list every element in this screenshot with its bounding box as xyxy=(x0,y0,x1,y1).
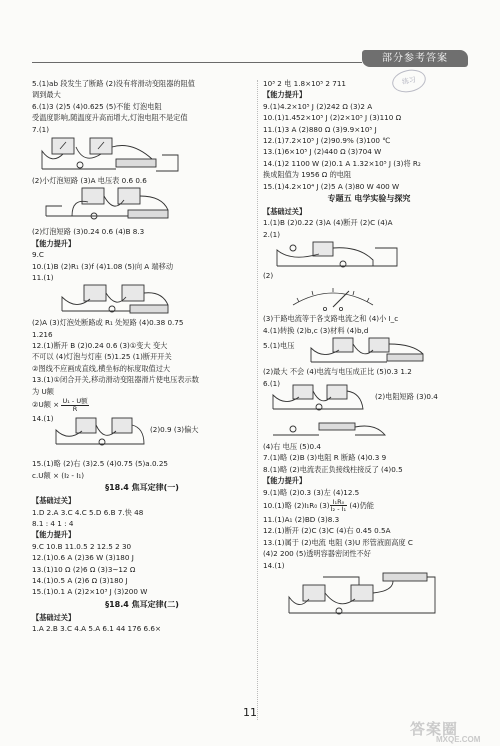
answer-line: 8.1 : 4 1 : 4 xyxy=(32,518,74,528)
answer-line: 4.(1)转换 (2)b,c (3)材料 (4)b,d xyxy=(263,325,369,335)
answer-line: 12.(1)7.2×10⁵ J (2)90.9% (3)100 ℃ xyxy=(263,135,391,145)
answer-line: 12.(1)断开 B (2)0.24 0.6 (3)①变大 变大 xyxy=(32,341,168,351)
answer-line: 14.(1) xyxy=(32,414,54,424)
answer-line: 13.(1)10 Ω (2)6 Ω (3)3~12 Ω xyxy=(32,564,136,574)
answer-line: 15.(1)0.1 A (2)2×10³ J (3)200 W xyxy=(32,587,148,597)
answer-line: 2.(1) xyxy=(263,229,281,239)
circuit-diagram xyxy=(32,424,252,458)
section-heading: §18.4 焦耳定律(一) xyxy=(105,483,179,493)
section-tag: 【基础过关】 xyxy=(32,612,76,622)
answer-line: 5.(1)电压 xyxy=(263,341,295,351)
formula-prefix: 10.(1)略 (2)I₁R₀ (3) xyxy=(263,500,330,510)
answer-line: 11.(1)A₁ (2)BD (3)8.3 xyxy=(263,514,340,524)
answer-line: (3)干路电流等于各支路电流之和 (4)小 I_c xyxy=(263,314,399,324)
answer-line: 为 U额 xyxy=(32,386,54,396)
answer-line: 15.(1)略 (2)右 (3)2.5 (4)0.75 (5)a.0.25 xyxy=(32,459,168,469)
section-heading: §18.4 焦耳定律(二) xyxy=(105,599,179,609)
answer-line: 7.(1) xyxy=(32,124,50,134)
answer-line: 10.(1)B (2)R₁ (3)f (4)1.08 (5)向 A 端移动 xyxy=(32,261,174,271)
circuit-diagram xyxy=(32,283,252,317)
watermark-title: 答案圈 xyxy=(410,721,459,738)
answer-line xyxy=(263,498,475,514)
answer-line: 13.(1)6×10⁵ J (2)440 Ω (3)704 W xyxy=(263,147,382,157)
answer-line: 1.D 2.A 3.C 4.C 5.D 6.B 7.快 48 xyxy=(32,507,144,517)
answer-line: 12.(1)断开 (2)C (3)C (4)右 0.45 0.5A xyxy=(263,526,391,536)
answer-line: 15.(1)4.2×10⁴ J (2)5 A (3)80 W 400 W xyxy=(263,181,400,191)
answer-line: 受温度影响,随温度升高而增大,灯泡电阻不是定值 xyxy=(32,113,188,123)
answer-line: 5.(1)ab 段发生了断路 (2)没有将滑动变阻器的阻值 xyxy=(32,79,195,88)
answer-line: (2)最大 不会 (4)电流与电压成正比 (5)0.3 1.2 xyxy=(263,367,412,377)
fraction-numerator: U₁ - U额 xyxy=(62,397,88,406)
answer-line: 9.(1)4.2×10⁵ J (2)242 Ω (3)2 A xyxy=(263,101,373,111)
answer-line: 13.(1)属于 (2)电流 电阻 (3)U 形管液面高度 C xyxy=(263,537,413,547)
answer-line xyxy=(32,397,252,413)
ammeter-dial xyxy=(263,281,475,313)
answer-line: 10³ 2 电 1.8×10⁵ 2 711 xyxy=(263,79,346,88)
answer-line: 11.(1) xyxy=(32,272,54,282)
watermark-url: MXQE.COM xyxy=(436,735,481,744)
answer-line: (2)电阻短路 (3)0.4 xyxy=(375,392,438,402)
answer-line: 不可以 (4)灯泡与灯座 (5)1.25 (1)断开开关 xyxy=(32,352,172,362)
answer-line: 9.C 10.B 11.0.5 2 12.5 2 30 xyxy=(32,541,132,551)
answer-line: 1.A 2.B 3.C 4.A 5.A 6.1 44 176 6.6× xyxy=(32,624,162,634)
fraction-denominator: I₂ - I₁ xyxy=(330,505,347,514)
section-tag: 【能力提升】 xyxy=(263,90,307,100)
header-rule xyxy=(32,62,362,63)
answer-line: (2)A (3)灯泡处断路或 R₁ 处短路 (4)0.38 0.75 xyxy=(32,318,184,328)
fraction xyxy=(61,398,88,412)
answer-line: (4)右 电压 (5)0.4 xyxy=(263,442,321,452)
answer-line: (4)2 200 (5)透明容器密闭性不好 xyxy=(263,549,371,559)
answer-line: 换成阻值为 1956 Ω 的电阻 xyxy=(263,170,352,180)
circuit-diagram xyxy=(32,135,252,175)
answer-line: 调到最大 xyxy=(32,90,61,100)
answer-line: (2)小灯泡短路 (3)A 电压表 0.6 0.6 xyxy=(32,175,147,185)
fraction-numerator: I₁R₀ xyxy=(330,499,348,507)
section-tag: 【基础过关】 xyxy=(32,496,76,506)
circuit-diagram xyxy=(263,240,475,270)
answer-line: 12.(1)0.6 A (2)36 W (3)180 J xyxy=(32,553,134,563)
answer-line: (2)0.9 (3)偏大 xyxy=(150,425,199,435)
answer-line: 6.(1) xyxy=(263,378,281,388)
watermark xyxy=(410,718,496,744)
circuit-diagram xyxy=(32,186,252,226)
circuit-diagram xyxy=(263,419,475,441)
page-number: 11 xyxy=(243,706,257,719)
section-tag: 【基础过关】 xyxy=(263,206,307,216)
circuit-diagram xyxy=(263,571,475,621)
left-column xyxy=(32,78,252,635)
formula-prefix: ②U额 × xyxy=(32,400,62,410)
answer-line: 9.(1)略 (2)0.3 (3)左 (4)12.5 xyxy=(263,487,360,497)
answer-line: 6.(1)3 (2)5 (4)0.625 (5)不能 灯泡电阻 xyxy=(32,101,162,111)
answer-line: (2) xyxy=(263,271,274,281)
section-tag: 【能力提升】 xyxy=(32,530,76,540)
answer-line: 9.C xyxy=(32,250,44,260)
practice-stamp: 练习 xyxy=(390,67,428,96)
answer-line: 14.(1)2 1100 W (2)0.1 A 1.32×10⁵ J (3)将 R₂ xyxy=(263,158,421,168)
section-tag: 【能力提升】 xyxy=(263,476,307,486)
right-column xyxy=(263,78,475,621)
answer-line: 13.(1)①闭合开关,移动滑动变阻器滑片使电压表示数 xyxy=(32,375,199,385)
answer-line: 14.(1) xyxy=(263,560,285,570)
answer-line: 14.(1)0.5 A (2)6 Ω (3)180 J xyxy=(32,575,128,585)
answer-line: 1.216 xyxy=(32,329,53,339)
formula-suffix: (4)仍能 xyxy=(347,500,374,510)
circuit-diagram xyxy=(263,389,475,419)
circuit-diagram xyxy=(263,336,475,366)
answer-line: 10.(1)1.452×10⁵ J (2)2×10⁵ J (3)110 Ω xyxy=(263,113,402,123)
answer-line: 1.(1)B (2)0.22 (3)A (4)断开 (2)C (4)A xyxy=(263,218,393,228)
section-heading: 专题五 电学实验与探究 xyxy=(327,193,411,203)
answer-line: (2)灯泡短路 (3)0.24 0.6 (4)B 8.3 xyxy=(32,227,145,237)
answer-line: c.U额 × (I₂ - I₁) xyxy=(32,470,85,480)
answer-line: 7.(1)略 (2)B (3)电阻 R 断路 (4)0.3 9 xyxy=(263,453,387,463)
header-badge: 部分参考答案 xyxy=(362,50,468,67)
column-divider xyxy=(257,80,258,720)
section-tag: 【能力提升】 xyxy=(32,238,76,248)
fraction-denominator: R xyxy=(72,404,78,413)
answer-line: 11.(1)3 A (2)880 Ω (3)9.9×10⁵ J xyxy=(263,124,377,134)
answer-line: ②图线不应画成直线,横坐标的标度取值过大 xyxy=(32,363,171,373)
fraction xyxy=(330,499,348,513)
answer-line: 8.(1)略 (2)电流表正负接线柱接反了 (4)0.5 xyxy=(263,464,403,474)
